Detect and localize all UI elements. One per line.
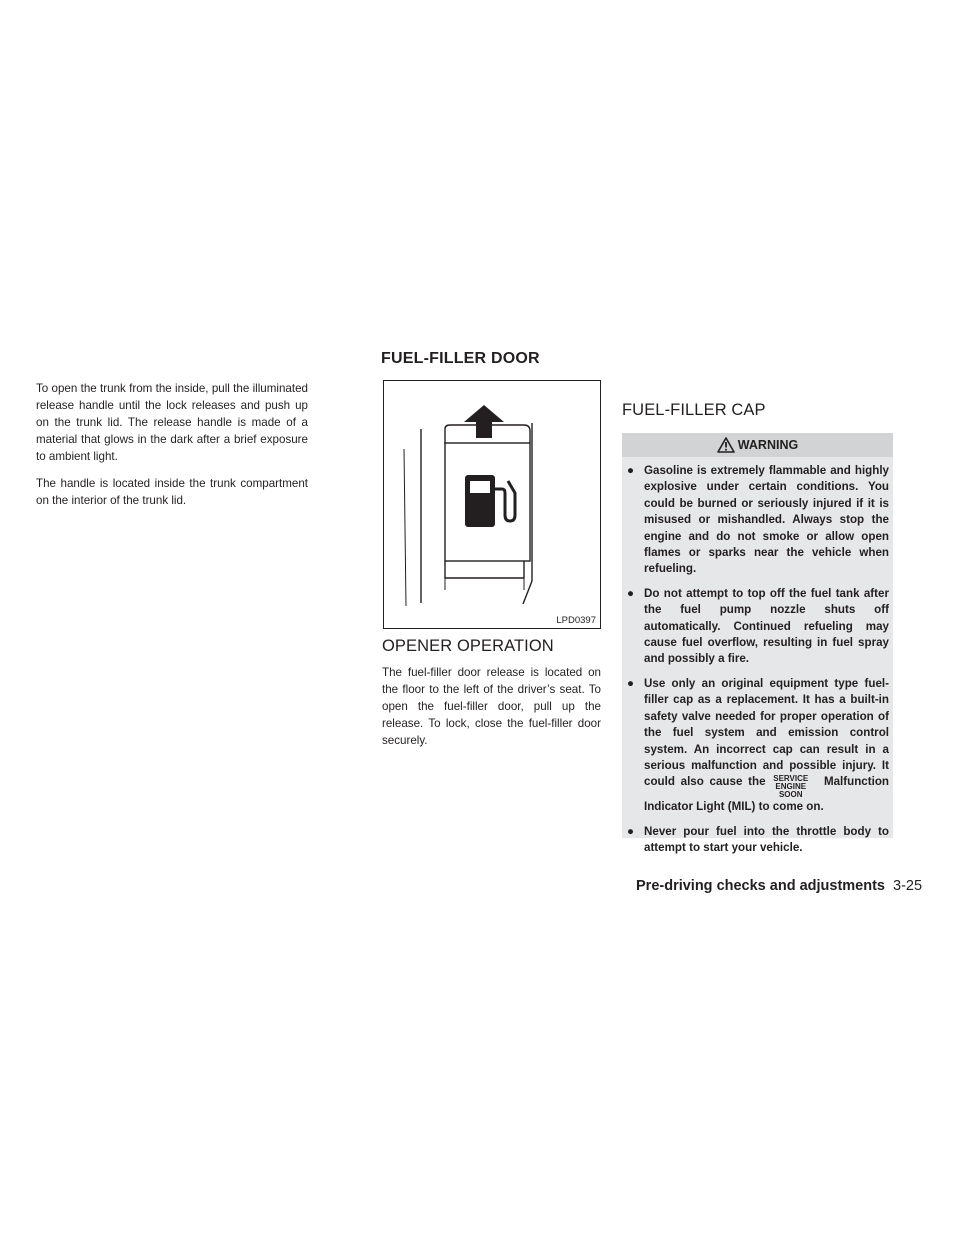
warning-icon	[717, 437, 735, 453]
list-item	[622, 676, 893, 816]
opener-heading: OPENER OPERATION	[382, 637, 554, 655]
list-item	[622, 824, 893, 857]
warning-text: Gasoline is extremely flammable and highly explosive under certain conditions. You could be burned or seriously injured if it is misused or mishandled. Always stop the engine and do not smoke or allow open flames or sparks near the vehicle when refueling.	[644, 464, 889, 576]
opener-text: The fuel-filler door release is located on the floor to the left of the driver’s seat. To open the fuel-filler door, pull up the release. To lock, close the fuel-filler door securely.	[382, 666, 601, 747]
list-item	[622, 586, 893, 668]
bullet: ●	[627, 824, 635, 838]
fuel-door-release-figure	[383, 380, 601, 629]
warning-title: WARNING	[737, 438, 799, 452]
paragraph: The handle is located inside the trunk compartment on the interior of the trunk lid.	[36, 477, 308, 507]
page-number: 3-25	[893, 878, 923, 894]
section-title: FUEL-FILLER DOOR	[381, 350, 540, 367]
service-engine-soon-icon	[773, 775, 808, 799]
pull-up-arrow	[464, 405, 504, 438]
trunk-release-text	[36, 380, 308, 519]
warning-box	[622, 433, 893, 855]
warning-text: Never pour fuel into the throttle body to attempt to start your vehicle.	[644, 824, 889, 855]
sse-line: ENGINE	[775, 782, 807, 792]
figure-label: LPD0397	[556, 615, 596, 626]
bullet: ●	[627, 676, 635, 690]
page-footer	[636, 878, 922, 894]
warning-text: Use only an original equipment type fuel-filler cap as a replacement. It has a built-in safety valve needed for proper operation of the fuel system and emission control system. An incorrect cap can result in a serious malfunction and possible injury. It could also cause	[644, 676, 889, 789]
warning-text-the: the	[748, 775, 766, 789]
warning-header	[622, 433, 893, 457]
paragraph: To open the trunk from the inside, pull the illuminated release handle until the lock releases and push up on the trunk lid. The release handle is made of a material that glows in the dark after a brief exposure to ambient light.	[36, 382, 308, 463]
sse-line: SOON	[778, 790, 803, 800]
list-item	[622, 463, 893, 578]
warning-text: Do not attempt to top off the fuel tank after the fuel pump nozzle shuts off automatically. Continued refueling may cause fuel overflow, resulting in fuel spray and possibly a fire.	[644, 586, 889, 666]
warning-list	[622, 463, 893, 865]
chapter-name: Pre-driving checks and adjustments	[636, 878, 885, 894]
sse-line: SERVICE	[773, 774, 809, 784]
fuel-cap-heading: FUEL-FILLER CAP	[622, 401, 766, 419]
warning-text-tail: Malfunction Indicator Light (MIL) to come on.	[644, 775, 889, 814]
release-lever-drawing	[384, 381, 602, 630]
bullet: ●	[627, 464, 635, 477]
bullet: ●	[627, 586, 635, 600]
